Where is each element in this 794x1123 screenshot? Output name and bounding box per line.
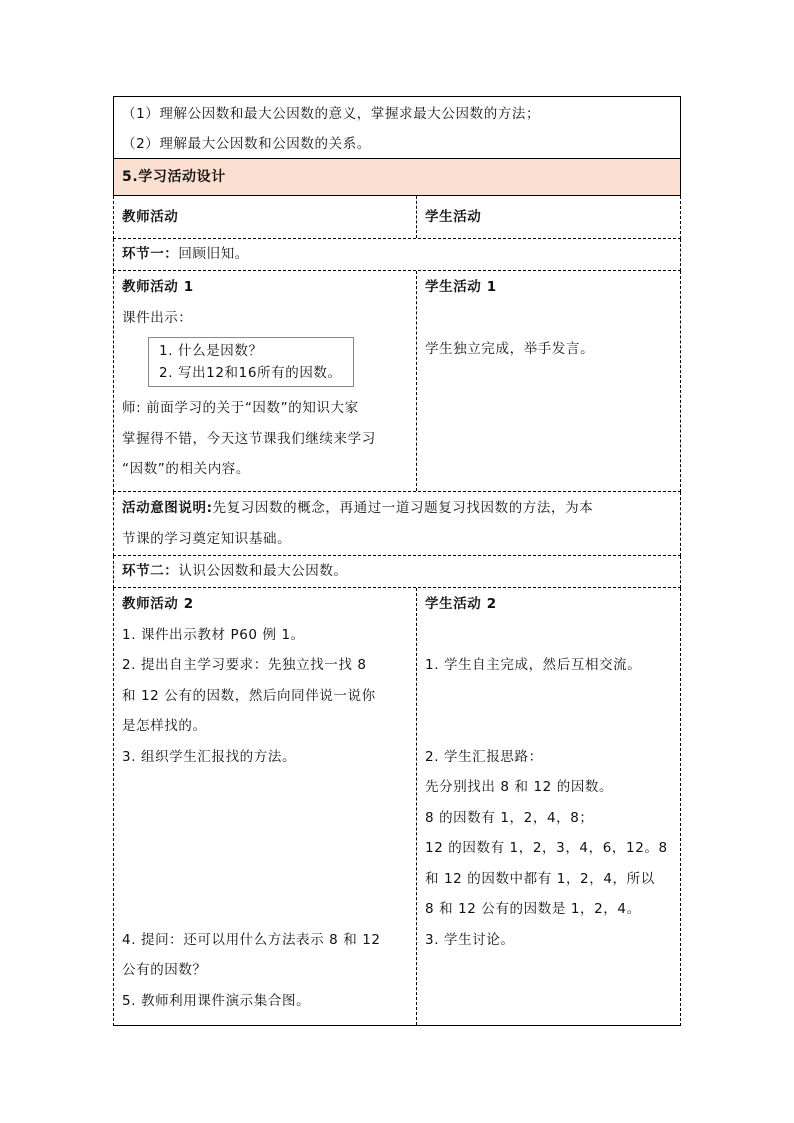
- objective-2: （2）理解最大公因数和公因数的关系。: [122, 136, 371, 152]
- teacher-step-2c: 是怎样找的。: [122, 718, 207, 734]
- question-1: 1. 什么是因数？: [159, 343, 263, 359]
- teacher-step-5: 5. 教师利用课件演示集合图。: [122, 992, 311, 1009]
- teacher-activity-2-title: 教师活动 2: [122, 596, 194, 612]
- intent-label: 活动意图说明:: [122, 500, 213, 516]
- stage2-text: 认识公因数和最大公因数。: [178, 563, 348, 579]
- intent-row: [113, 492, 681, 556]
- teacher-activity-1-title: 教师活动 1: [122, 279, 194, 295]
- stage1-text: 回顾旧知。: [178, 246, 249, 262]
- courseware-show: 课件出示：: [122, 309, 193, 326]
- section-title: 5.学习活动设计: [122, 169, 226, 185]
- student-header-cell: [417, 196, 680, 238]
- intent-line-2: 节课的学习奠定知识基础。: [122, 530, 292, 547]
- student-header: 学生活动: [425, 209, 482, 225]
- stage2-label: 环节二：: [122, 563, 179, 579]
- question-2: 2. 写出12和16所有的因数。: [159, 365, 342, 381]
- stage2-teacher-cell: [114, 588, 417, 1025]
- section-header: [113, 158, 681, 196]
- teacher-header: 教师活动: [122, 209, 179, 225]
- student-step-3: 3. 学生讨论。: [425, 931, 515, 948]
- student-step-2b: 8 的因数有 1，2，4，8；: [425, 809, 594, 826]
- stage1-row: [113, 239, 681, 271]
- student-activity-2-title: 学生活动 2: [425, 596, 497, 612]
- teacher-step-4a: 4. 提问：还可以用什么方法表示 8 和 12: [122, 931, 381, 948]
- teacher-step-4b: 公有的因数？: [122, 962, 207, 978]
- objective-1: （1）理解公因数和最大公因数的意义，掌握求最大公因数的方法；: [122, 106, 541, 122]
- teacher-step-3: 3. 组织学生汇报找的方法。: [122, 748, 297, 765]
- teacher-header-cell: [114, 196, 417, 238]
- stage1-student-cell: [417, 271, 680, 491]
- student-step-2c: 12 的因数有 1，2，3，4，6，12。8: [425, 840, 668, 856]
- student-step-2: 2. 学生汇报思路：: [425, 748, 543, 765]
- stage2-row: [113, 556, 681, 588]
- teacher-remark-2: 掌握得不错，今天这节课我们继续来学习: [122, 430, 376, 447]
- stage1-label: 环节一：: [122, 246, 179, 262]
- student-activity-1-title: 学生活动 1: [425, 279, 497, 295]
- teacher-step-2a: 2. 提出自主学习要求：先独立找一找 8: [122, 657, 367, 673]
- student-step-1: 1. 学生自主完成，然后互相交流。: [425, 657, 642, 673]
- teacher-remark-3: “因数”的相关内容。: [122, 461, 250, 477]
- student-step-2e: 8 和 12 公有的因数是 1，2，4。: [425, 901, 641, 917]
- question-box: [148, 337, 354, 387]
- objectives-block: [113, 96, 681, 158]
- student-activity-1-text: 学生独立完成，举手发言。: [425, 340, 595, 357]
- teacher-remark-1: 师: 前面学习的关于“因数”的知识大家: [122, 400, 359, 416]
- table-header-row: [113, 196, 681, 239]
- stage1-content-row: [113, 271, 681, 492]
- student-step-2a: 先分别找出 8 和 12 的因数。: [425, 779, 614, 795]
- document-page: [113, 96, 681, 1026]
- teacher-step-2b: 和 12 公有的因数，然后向同伴说一说你: [122, 687, 376, 704]
- stage2-content-row: [113, 588, 681, 1026]
- intent-line-1: 先复习因数的概念，再通过一道习题复习找因数的方法，为本: [212, 500, 594, 516]
- stage1-teacher-cell: [114, 271, 417, 491]
- teacher-step-1: 1. 课件出示教材 P60 例 1。: [122, 626, 305, 643]
- student-step-2d: 和 12 的因数中都有 1，2，4，所以: [425, 870, 655, 887]
- stage2-student-cell: [417, 588, 680, 1025]
